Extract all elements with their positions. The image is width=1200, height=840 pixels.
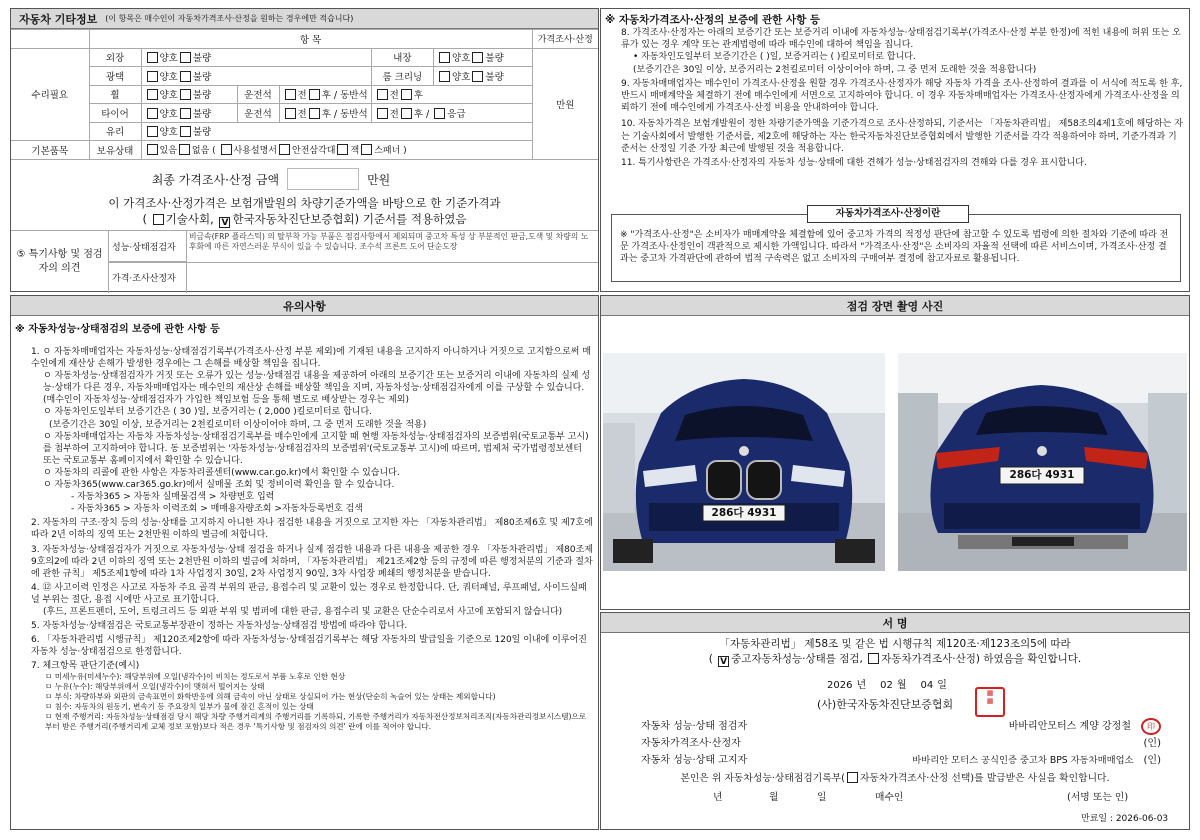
opt-label: 없음 — [191, 146, 210, 157]
seal-mark: (인) — [1143, 755, 1161, 766]
confirm-end: 하였음을 확인합니다. — [983, 653, 1082, 665]
opt-label: 전 — [297, 90, 307, 102]
tire-driver-front-checkbox[interactable] — [285, 108, 296, 119]
rear-plate: 286다 4931 — [1009, 469, 1075, 481]
note-4b: (후드, 프론트펜더, 도어, 트렁크리드 등 외판 부위 및 범퍼에 대한 판금, 용접수리 및 교환은 단순수리로서 사고에 포함되지 않습니다) — [43, 606, 563, 617]
sign-month: 02 — [880, 680, 893, 691]
price-unit: 만원 — [532, 48, 598, 159]
opt-label: 불량 — [192, 108, 212, 120]
opt-label: 불량 — [485, 71, 504, 83]
manual-checkbox[interactable] — [221, 144, 232, 155]
basis-kaa: 한국자동차진단보증협회 — [232, 212, 355, 226]
signer-role: 자동차 성능·상태 점검자 — [641, 721, 748, 732]
repair-table: 항 목 가격조사·산정 수리필요 외장 양호 불량 내장 양호 불량 만원 광택 양호 불량 룸 크리닝 양호 불량 휠 양호 불량 운전석 전 후 / 동반석 전 후 타이어 양호 불량 운전석 전 후 / 동반석 전 후 / 응급 유리 양호 불량 기본품목 보유상태 있음 없음 ( 사용설명서 안전삼각대 잭 스패너 ) — [11, 29, 598, 160]
col-item-header: 항 목 — [89, 30, 532, 49]
opt-label: 양호 — [159, 53, 178, 65]
gloss-bad-checkbox[interactable] — [180, 71, 191, 82]
tire-good-checkbox[interactable] — [147, 108, 158, 119]
receipt-price-checkbox[interactable] — [847, 772, 858, 783]
photo-header: 점검 장면 촬영 사진 — [601, 296, 1189, 316]
photo-section — [600, 295, 1190, 610]
tire-label: 타이어 — [89, 104, 141, 123]
basis-techsociety: 기술사회 — [165, 212, 211, 226]
opt-price: 자동차가격조사·산정) — [881, 653, 980, 665]
opt-label: 불량 — [192, 127, 212, 139]
opt-label: 전 — [389, 90, 399, 102]
org-stamp-icon: ▦ ▦ — [975, 687, 1005, 717]
receipt-year: 년 — [713, 792, 723, 803]
techsociety-checkbox[interactable] — [153, 214, 164, 225]
criteria-item: ㅁ 침수: 자동차의 원동기, 변속기 등 주요장치 일부가 물에 잠긴 흔적이 있는 상태 — [45, 702, 314, 712]
receipt-post: 자동차가격조사·산정 선택)를 발급받은 사실을 확인합니다. — [859, 773, 1110, 784]
signer-row — [641, 718, 1161, 735]
opt-label: 양호 — [159, 71, 178, 83]
opt-label: 있음 — [159, 146, 177, 157]
repair-needed-label: 수리필요 — [11, 48, 89, 141]
price-guarantee-title: ※ 자동차가격조사·산정의 보증에 관한 사항 등 — [605, 14, 821, 26]
glass-label: 유리 — [89, 122, 141, 141]
receipt-line — [601, 770, 1189, 784]
wheel-driver-rear-checkbox[interactable] — [309, 89, 320, 100]
price-definition-box — [611, 214, 1181, 282]
receipt-pre: 본인은 위 자동차성능·상태점검기록부( — [680, 773, 845, 784]
interior-bad-checkbox[interactable] — [472, 52, 483, 63]
tire-bad-checkbox[interactable] — [180, 108, 191, 119]
note-1e: ㅇ 자동차매매업자는 자동차 자동차성능·상태점검기록부를 매수인에게 고지할 때 현행 자동차성능·상태점검자의 보증범위(국토교통부 고시)를 첨부하여 고지하여야 합니다. 동 보증범위는 '자동차성능·상태점검자의 보증범위'(국토교통부 고시)에 따르며, 법제처 국가법령정보센터 또는 국토교통부 홈페이지에서 확인할 수 있습니다. — [43, 431, 589, 466]
signature-header: 서 명 — [601, 613, 1189, 633]
note-1b: ㅇ 자동차성능·상태점검자가 거짓 또는 오류가 있는 성능·상태점검 내용을 제공하여 아래의 보증기간 또는 보증거리 이내에 자동차의 실제 성능·상태가 다른 경우, 자동차매매업자는 매수인의 재산상 손해를 배상할 책임을 지며, 자동차성능·상태점검자에게 이를 구상할 수 있습니다.(매수인이 자동차성능·상태점검자가 가입한 책임보험 등을 통해 별도로 배상받는 경우는 제외) — [43, 371, 591, 406]
wheel-good-checkbox[interactable] — [147, 89, 158, 100]
box-text: ※ "가격조사·산정"은 소비자가 매매계약을 체결함에 있어 중고차 가격의 적정성 판단에 참고할 수 있도록 법령에 의한 절차와 기준에 따라 전문 가격조사·산정인이 객관적으로 제시한 가액입니다. 따라서 "가격조사·산정"은 소비자의 자율적 선택에 따른 서비스이며, 가격조사·산정 결과는 중고차 가격판단에 관하여 법적 구속력은 없고 소비자의 구매여부 결정에 참고자료로 활용됩니다. — [620, 230, 1169, 264]
note-6: 6. 「자동차관리법 시행규칙」 제120조제2항에 따라 자동차성능·상태점검기록부는 해당 자동차의 발급일을 기준으로 120일 이내에 이루어진 자동차 성능·상태점검으로 한정합니다. — [31, 635, 587, 658]
opt-label: 전 — [297, 108, 307, 120]
opt-label: 잭 — [350, 146, 360, 157]
opt-label: 양호 — [452, 53, 471, 65]
tire-spare-checkbox[interactable] — [434, 108, 445, 119]
note-3: 3. 자동차성능·상태점검자가 거짓으로 자동차성능·상태 점검을 하거나 실제 점검한 내용과 다른 내용을 제공한 경우 「자동차관리법」 제80조제9호의2에 따라 2년 이하의 징역 또는 2천만원 이하의 벌금에 처하며, 「자동차관리법」 제21조제2항 등의 규정에 따른 행정처분의 기준과 절차에 관한 규칙」 제5조제1항에 따라 1차 사업정지 30일, 2차 사업정지 90일, 3차 사업장 폐쇄의 행정처분을 받습니다. — [31, 544, 593, 579]
gloss-label: 광택 — [89, 67, 141, 86]
repair-table-wrap — [11, 29, 598, 160]
section-title: 자동차 기타정보 — [19, 12, 98, 26]
room-cleaning-label: 룸 크리닝 — [371, 67, 433, 86]
signer-name: 바바리안 모터스 공식인증 중고차 BPS 자동차매매업소 — [912, 755, 1134, 766]
opt-label: 양호 — [159, 108, 178, 120]
day-unit: 일 — [937, 680, 947, 691]
expiry-date: 만료일 : 2026-06-03 — [1081, 814, 1169, 824]
opt-label: 불량 — [192, 71, 212, 83]
item-8b: • 자동차인도일부터 보증기간은 ( )일, 보증거리는 ( )킬로미터로 합니다. — [633, 52, 916, 63]
inspector-note: 비금속(FRP 플라스틱) 의 탈부착 가능 부품은 점검사항에서 제외되며 중고차 특성 상 부분적인 판금,도색 및 차량의 노후화에 따른 자연스러운 부식이 있을 수 있습니다. 조수석 프론트 도어 단순도장 — [189, 232, 589, 251]
note-1d: (보증기간은 30일 이상, 보증거리는 2천킬로미터 이상이어야 하며, 그 중 먼저 도래한 것을 적용) — [49, 419, 427, 430]
inspector-seal-icon: 印 — [1141, 718, 1161, 735]
opt-label: 양호 — [159, 90, 178, 102]
price-guarantee-body — [621, 27, 1183, 169]
triangle-checkbox[interactable] — [279, 144, 290, 155]
exterior-label: 외장 — [89, 48, 141, 67]
sign-date — [827, 676, 947, 691]
wheel-driver-front-checkbox[interactable] — [285, 89, 296, 100]
signer-role: 자동차 성능·상태 고지자 — [641, 755, 748, 766]
price-basis — [11, 195, 598, 228]
note-2: 2. 자동차의 구조·장치 등의 성능·상태를 고지하지 아니한 자나 점검한 내용을 거짓으로 고지한 자는 「자동차관리법」 제80조제6호 및 제7호에 따라 2년 이하의 징역 또는 2천만원 이하의 벌금에 처합니다. — [31, 518, 593, 541]
signer-row — [641, 735, 1161, 752]
opt-performance: 중고자동차성능·상태를 점검, — [731, 653, 863, 665]
special-notes-area — [11, 230, 598, 292]
opt-label: 안전삼각대 — [292, 146, 336, 157]
rear-car-icon — [898, 353, 1187, 571]
wheel-passenger-front-checkbox[interactable] — [377, 89, 388, 100]
receipt-month: 월 — [769, 792, 779, 803]
note-5: 5. 자동차성능·상태점검은 국토교통부장관이 정하는 자동차성능·상태점검 방법에 따라야 합니다. — [31, 621, 408, 632]
kaa-checkbox[interactable]: V — [219, 217, 230, 228]
criteria-item: ㅁ 부식: 차량하부와 외판의 금속표면이 화학반응에 의해 금속이 아닌 상태로 상실되어 가는 현상(단순히 녹슬어 있는 상태는 제외합니다) — [45, 692, 496, 702]
special-notes-label: ⑤ 특기사항 및 점검자의 의견 — [11, 231, 109, 293]
note-1f: ㅇ 자동차의 리콜에 관한 사항은 자동차리콜센터(www.car.go.kr)에서 확인할 수 있습니다. — [43, 467, 400, 478]
note-1c: ㅇ 자동차인도일부터 보증기간은 ( 30 )일, 보증거리는 ( 2,000 )킬로미터로 합니다. — [43, 407, 373, 418]
col-price-header: 가격조사·산정 — [532, 30, 598, 49]
opt-label: 양호 — [452, 71, 471, 83]
opt-label: 후 / 동반석 — [321, 108, 368, 120]
final-price-unit: 만원 — [367, 172, 391, 187]
item-11: 11. 특기사항란은 가격조사·산정자의 자동차 성능·상태에 대한 견해가 성능·상태점검자의 견해와 다를 경우 표시합니다. — [621, 158, 1087, 169]
item-8c: (보증기간은 30일 이상, 보증거리는 2천킬로미터 이상이어야 하며, 그 중 먼저 도래한 것을 적용합니다) — [633, 64, 1037, 75]
buyer-sign: (서명 또는 인) — [1067, 792, 1129, 803]
opt-label: 전 — [389, 108, 399, 120]
interior-label: 내장 — [371, 48, 433, 67]
price-inspector-label: 가격·조사산정자 — [109, 262, 187, 293]
interior-good-checkbox[interactable] — [439, 52, 450, 63]
law-line: 「자동차관리법」 제58조 및 같은 법 시행규칙 제120조·제123조의5에 따라 — [719, 638, 1071, 650]
possession-have-checkbox[interactable] — [147, 144, 158, 155]
opt-label: 응급 — [447, 108, 466, 120]
signature-statement — [601, 637, 1189, 667]
opt-label: 불량 — [192, 53, 212, 65]
opt-label: 후 — [413, 90, 424, 102]
front-car-photo — [603, 353, 885, 571]
note-7-criteria — [31, 672, 593, 732]
seal-mark: (인) — [1143, 738, 1161, 749]
item-8: 8. 가격조사·산정자는 아래의 보증기간 또는 보증거리 이내에 자동차성능·상태점검기록부(가격조사·산정 부분 한정)에 적힌 내용에 허위 또는 오류가 있는 경우 계약 또는 관계법령에 따라 매수인에 대하여 책임을 집니다. — [621, 28, 1181, 51]
year-unit: 년 — [856, 680, 867, 691]
final-price-label: 최종 가격조사·산정 금액 — [151, 172, 280, 187]
basis-line2-end: 기준서를 적용하였음 — [362, 212, 467, 226]
criteria-item: ㅁ 현재 주행거리: 자동차성능·상태점검 당시 해당 차량 주행거리계의 주행거리를 기록하되, 기록한 주행거리가 자동차전산정보처리조직(자동차관리정보시스템)으로부터 받은 주행거리(주행거리계 교체 정보 포함)보다 적은 경우 '특기사항 및 점검자의 의견' 란에 이를 적어야 합니다. — [45, 712, 587, 732]
signature-section — [600, 612, 1190, 830]
notes-body — [31, 346, 593, 732]
opt-label: 양호 — [159, 127, 178, 139]
criteria-item: ㅁ 누유(누수): 해당부위에서 오일(냉각수)이 맺혀서 떨어지는 상태 — [45, 682, 265, 692]
glass-good-checkbox[interactable] — [147, 126, 158, 137]
item-9: 9. 자동차매매업자는 매수인이 가격조사·산정을 원할 경우 가격조사·산정자가 해당 자동차 가격을 조사·산정하여 결과를 이 서식에 적도록 한 후, 반드시 매매계약을 체결하기 전에 매수인에게 서면으로 고지하여야 합니다. 이 경우 자동차매매업자는 가격조사·산정자에게 가격조사·산정을 의뢰하기 전에 매수인에게 가격조사·산정 비용을 안내하여야 합니다. — [621, 78, 1183, 114]
driver-seat-label: 운전석 — [237, 104, 279, 123]
signer-name: 바바리안모터스 계양 강정철 — [1008, 721, 1131, 732]
note-4: 4. ⑫ 사고이력 인정은 사고로 자동차 주요 골격 부위의 판금, 용접수리 및 교환이 있는 경우로 한정합니다. 단, 쿼터패널, 루프패널, 사이드실패널 부위는 절단, 용접 시에만 사고로 표기합니다. — [31, 582, 587, 605]
confirm-line: ( V 중고자동차성능·상태를 점검, 자동차가격조사·산정) 하였음을 확인합니다. — [708, 653, 1082, 667]
wheel-bad-checkbox[interactable] — [180, 89, 191, 100]
signer-list — [641, 718, 1161, 769]
opt-label: 후 / 동반석 — [321, 90, 368, 102]
wheel-passenger-rear-checkbox[interactable] — [401, 89, 412, 100]
receipt-day: 일 — [817, 792, 827, 803]
notes-title: ※ 자동차성능·상태점검의 보증에 관한 사항 등 — [15, 324, 220, 335]
glass-bad-checkbox[interactable] — [180, 126, 191, 137]
price-check-checkbox[interactable] — [868, 653, 879, 664]
section-header — [11, 9, 598, 29]
notes-section — [10, 295, 599, 830]
opt-label: 후 — [413, 108, 424, 120]
rear-car-photo — [898, 353, 1187, 571]
exterior-bad-checkbox[interactable] — [180, 52, 191, 63]
basis-line1: 이 가격조사·산정가격은 보험개발원의 차량기준가액을 바탕으로 한 기준가격과 — [108, 196, 501, 210]
month-unit: 월 — [896, 680, 907, 691]
room-good-checkbox[interactable] — [439, 71, 450, 82]
gloss-good-checkbox[interactable] — [147, 71, 158, 82]
note-1g: ㅇ 자동차365(www.car365.go.kr)에서 실매물 조회 및 정비이력 확인을 할 수 있습니다. — [43, 480, 395, 491]
signer-row — [641, 752, 1161, 769]
note-1: 1. ㅇ 자동차매매업자는 자동차성능·상태점검기록부(가격조사·산정 부분 제외)에 기재된 내용을 고지하지 아니하거나 거짓으로 고지함으로써 매수인에게 재산상 손해가 발생한 경우에는 그 손해를 배상할 책임을 집니다. — [31, 347, 591, 370]
sign-day: 04 — [920, 680, 934, 691]
final-price-row — [11, 164, 531, 194]
final-price-input[interactable] — [287, 168, 359, 190]
opt-label: 불량 — [192, 90, 212, 102]
front-plate: 286다 4931 — [711, 507, 777, 519]
criteria-item: ㅁ 미세누유(미세누수): 해당부위에 오일(냉각수)이 비치는 정도로서 부품 노후로 인한 현상 — [45, 672, 346, 682]
jack-checkbox[interactable] — [337, 144, 348, 155]
basic-items-label: 기본품목 — [11, 141, 89, 160]
note-1i: - 자동차365 > 자동차 이력조회 > 매매용자량조회 >자동차등록번호 검색 — [71, 504, 363, 515]
possession-none-checkbox[interactable] — [179, 144, 190, 155]
opt-label: 불량 — [485, 53, 504, 65]
basis-line2: ( 기술사회, V 한국자동차진단보증협회) 기준서를 적용하였음 — [142, 212, 467, 228]
vehicle-other-info-section — [10, 8, 599, 292]
front-car-icon — [603, 353, 885, 571]
wheel-label: 휠 — [89, 85, 141, 104]
performance-check-checkbox[interactable]: V — [718, 656, 729, 667]
opt-label: 스패너 — [374, 146, 401, 157]
driver-seat-label: 운전석 — [237, 85, 279, 104]
possession-label: 보유상태 — [89, 141, 141, 160]
divider — [109, 262, 598, 263]
tire-passenger-front-checkbox[interactable] — [377, 108, 388, 119]
exterior-good-checkbox[interactable] — [147, 52, 158, 63]
price-guarantee-section — [600, 8, 1190, 292]
note-1h: - 자동차365 > 자동차 실매물검색 > 차량번호 입력 — [71, 492, 275, 503]
opt-label: 사용설명서 — [233, 146, 277, 157]
item-10: 10. 자동차가격은 보험개발원이 정한 차량기준가액을 기준가격으로 조사·산정하되, 기준서는 「자동차관리법」 제58조의4제1호에 해당하는 자는 기술사회에서 발행한 기준서를, 제2호에 해당하는 자는 한국자동차진단보증협회에서 발행한 기준서를 각각 적용하여야 하며, 기준가격과 기준서는 산정일 기준 가장 최근에 발행된 것을 적용합니다. — [621, 119, 1183, 154]
sign-org: (사)한국자동차진단보증협회 — [817, 698, 954, 711]
notes-header: 유의사항 — [11, 296, 598, 316]
section-subtitle: (이 항목은 매수인이 자동차가격조사·산정을 원하는 경우에만 적습니다) — [105, 14, 354, 23]
box-title: 자동차가격조사·산정이란 — [807, 205, 969, 223]
note-7: 7. 체크항목 판단기준(예시) — [31, 661, 140, 672]
room-bad-checkbox[interactable] — [472, 71, 483, 82]
tire-driver-rear-checkbox[interactable] — [309, 108, 320, 119]
sign-year: 2026 — [827, 680, 853, 691]
performance-inspector-label: 성능·상태점검자 — [109, 231, 187, 262]
tire-passenger-rear-checkbox[interactable] — [401, 108, 412, 119]
signer-role: 자동차가격조사·산정자 — [641, 738, 741, 749]
spanner-checkbox[interactable] — [361, 144, 372, 155]
buyer-label: 매수인 — [875, 792, 904, 803]
